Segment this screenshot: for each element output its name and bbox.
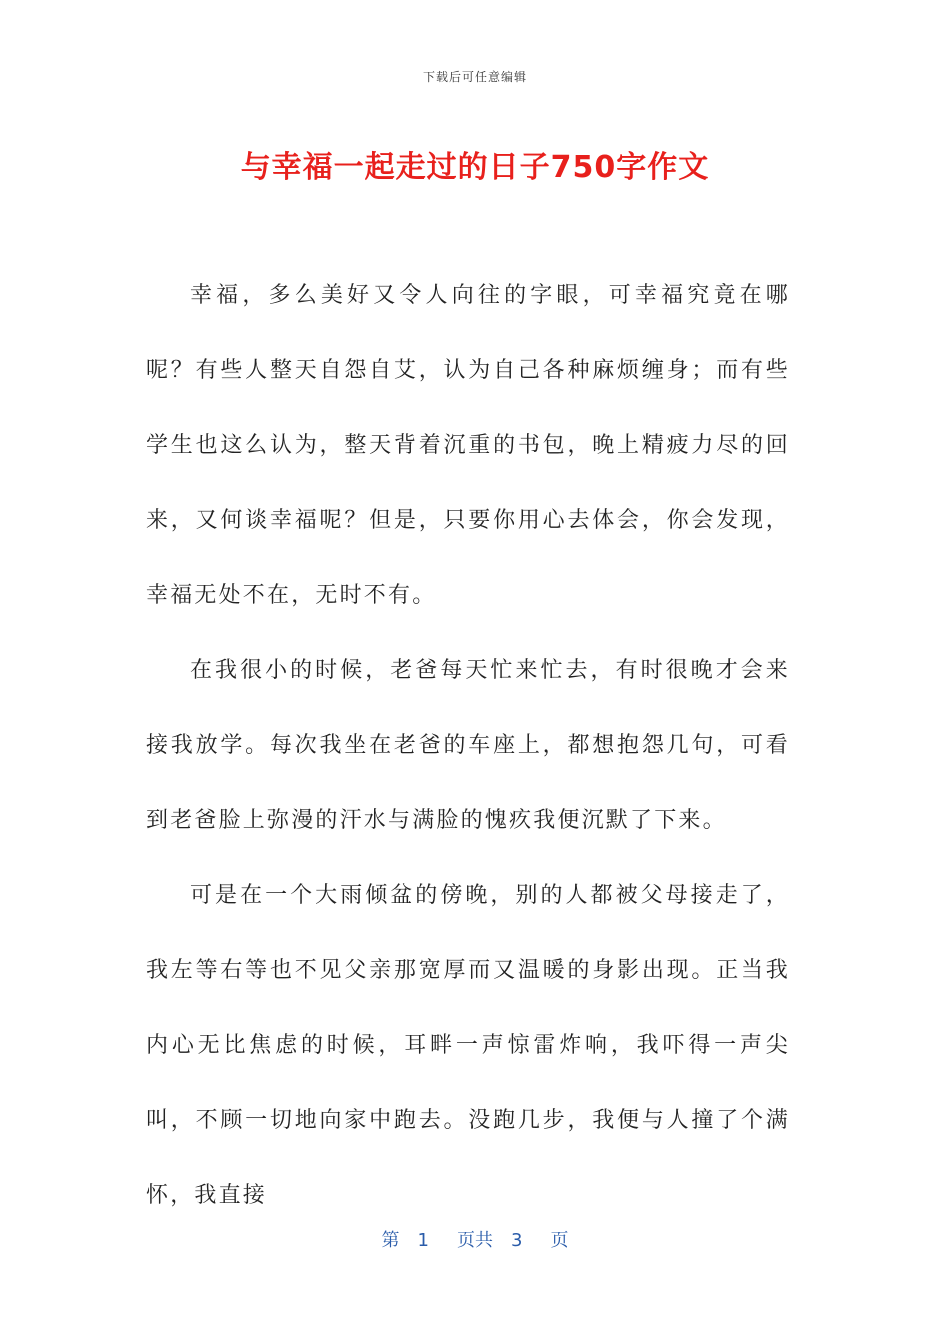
page-suffix: 页 (550, 1230, 569, 1251)
current-page-number: 1 (417, 1230, 429, 1251)
page-middle: 页共 (457, 1230, 493, 1251)
document-body (146, 258, 790, 1233)
header-note: 下载后可任意编辑 (422, 70, 527, 84)
paragraph-2: 在我很小的时候，老爸每天忙来忙去，有时很晚才会来接我放学。每次我坐在老爸的车座上，都想抱怨几句，可看到老爸脸上弥漫的汗水与满脸的愧疚我便沉默了下来。 (146, 658, 790, 833)
page-prefix: 第 (381, 1230, 400, 1251)
paragraph-3: 可是在一个大雨倾盆的傍晚，别的人都被父母接走了，我左等右等也不见父亲那宽厚而又温暖的身影出现。正当我内心无比焦虑的时候，耳畔一声惊雷炸响，我吓得一声尖叫，不顾一切地向家中跑去。没跑几步，我便与人撞了个满怀，我直接 (146, 883, 790, 1208)
page-footer (0, 1226, 950, 1252)
total-pages-number: 3 (511, 1230, 523, 1251)
document-title: 与幸福一起走过的日子750字作文 (240, 150, 710, 185)
paragraph-1: 幸福，多么美好又令人向往的字眼，可幸福究竟在哪呢？有些人整天自怨自艾，认为自己各种麻烦缠身；而有些学生也这么认为，整天背着沉重的书包，晚上精疲力尽的回来，又何谈幸福呢？但是，只要你用心去体会，你会发现，幸福无处不在，无时不有。 (146, 283, 790, 608)
